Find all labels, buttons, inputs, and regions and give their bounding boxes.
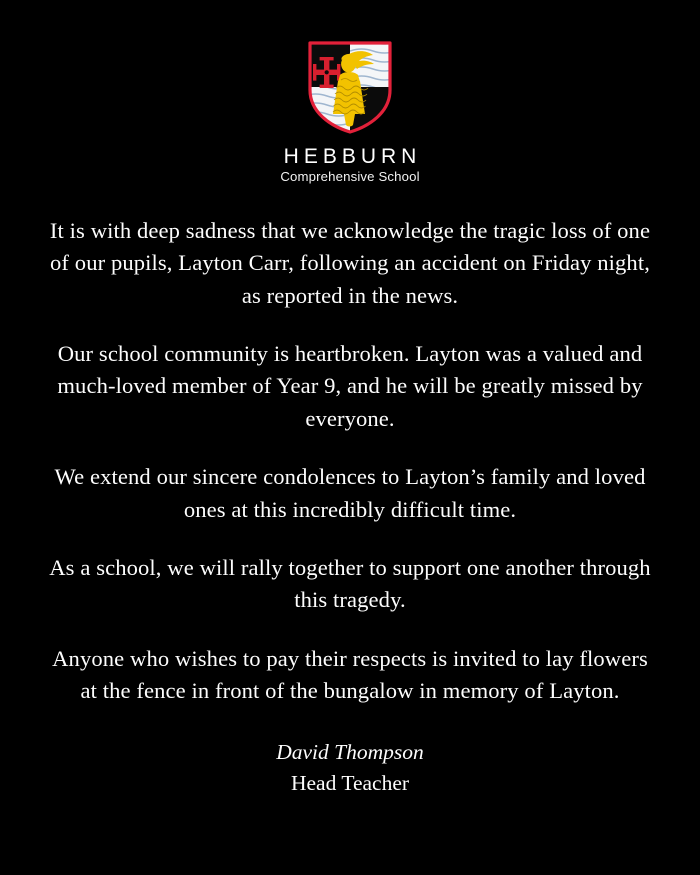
- wordmark-primary: HEBBURN: [283, 145, 422, 168]
- school-crest-icon: [304, 38, 396, 136]
- statement-paragraph: We extend our sincere condolences to Layton’s family and loved ones at this incredibly difficult time.: [54, 464, 646, 522]
- school-wordmark: [279, 146, 422, 185]
- signature-name: David Thompson: [276, 739, 424, 764]
- statement-message: [46, 215, 654, 708]
- statement-paragraph: Our school community is heartbroken. Layton was a valued and much-loved member of Year 9, and he will be greatly missed by everyone.: [57, 340, 643, 431]
- signature-role: Head Teacher: [290, 770, 410, 795]
- wordmark-secondary: Comprehensive School: [280, 169, 420, 185]
- statement-paragraph: Anyone who wishes to pay their respects is invited to lay flowers at the fence in front of the bungalow in memory of Layton.: [52, 645, 648, 704]
- statement-signature: [46, 737, 654, 799]
- statement-paragraph: It is with deep sadness that we acknowledge the tragic loss of one of our pupils, Layton Carr, following an accident on Friday night, as reported in the news.: [49, 217, 651, 308]
- school-logo: [279, 38, 422, 185]
- statement-paragraph: As a school, we will rally together to support one another through this tragedy.: [49, 555, 651, 613]
